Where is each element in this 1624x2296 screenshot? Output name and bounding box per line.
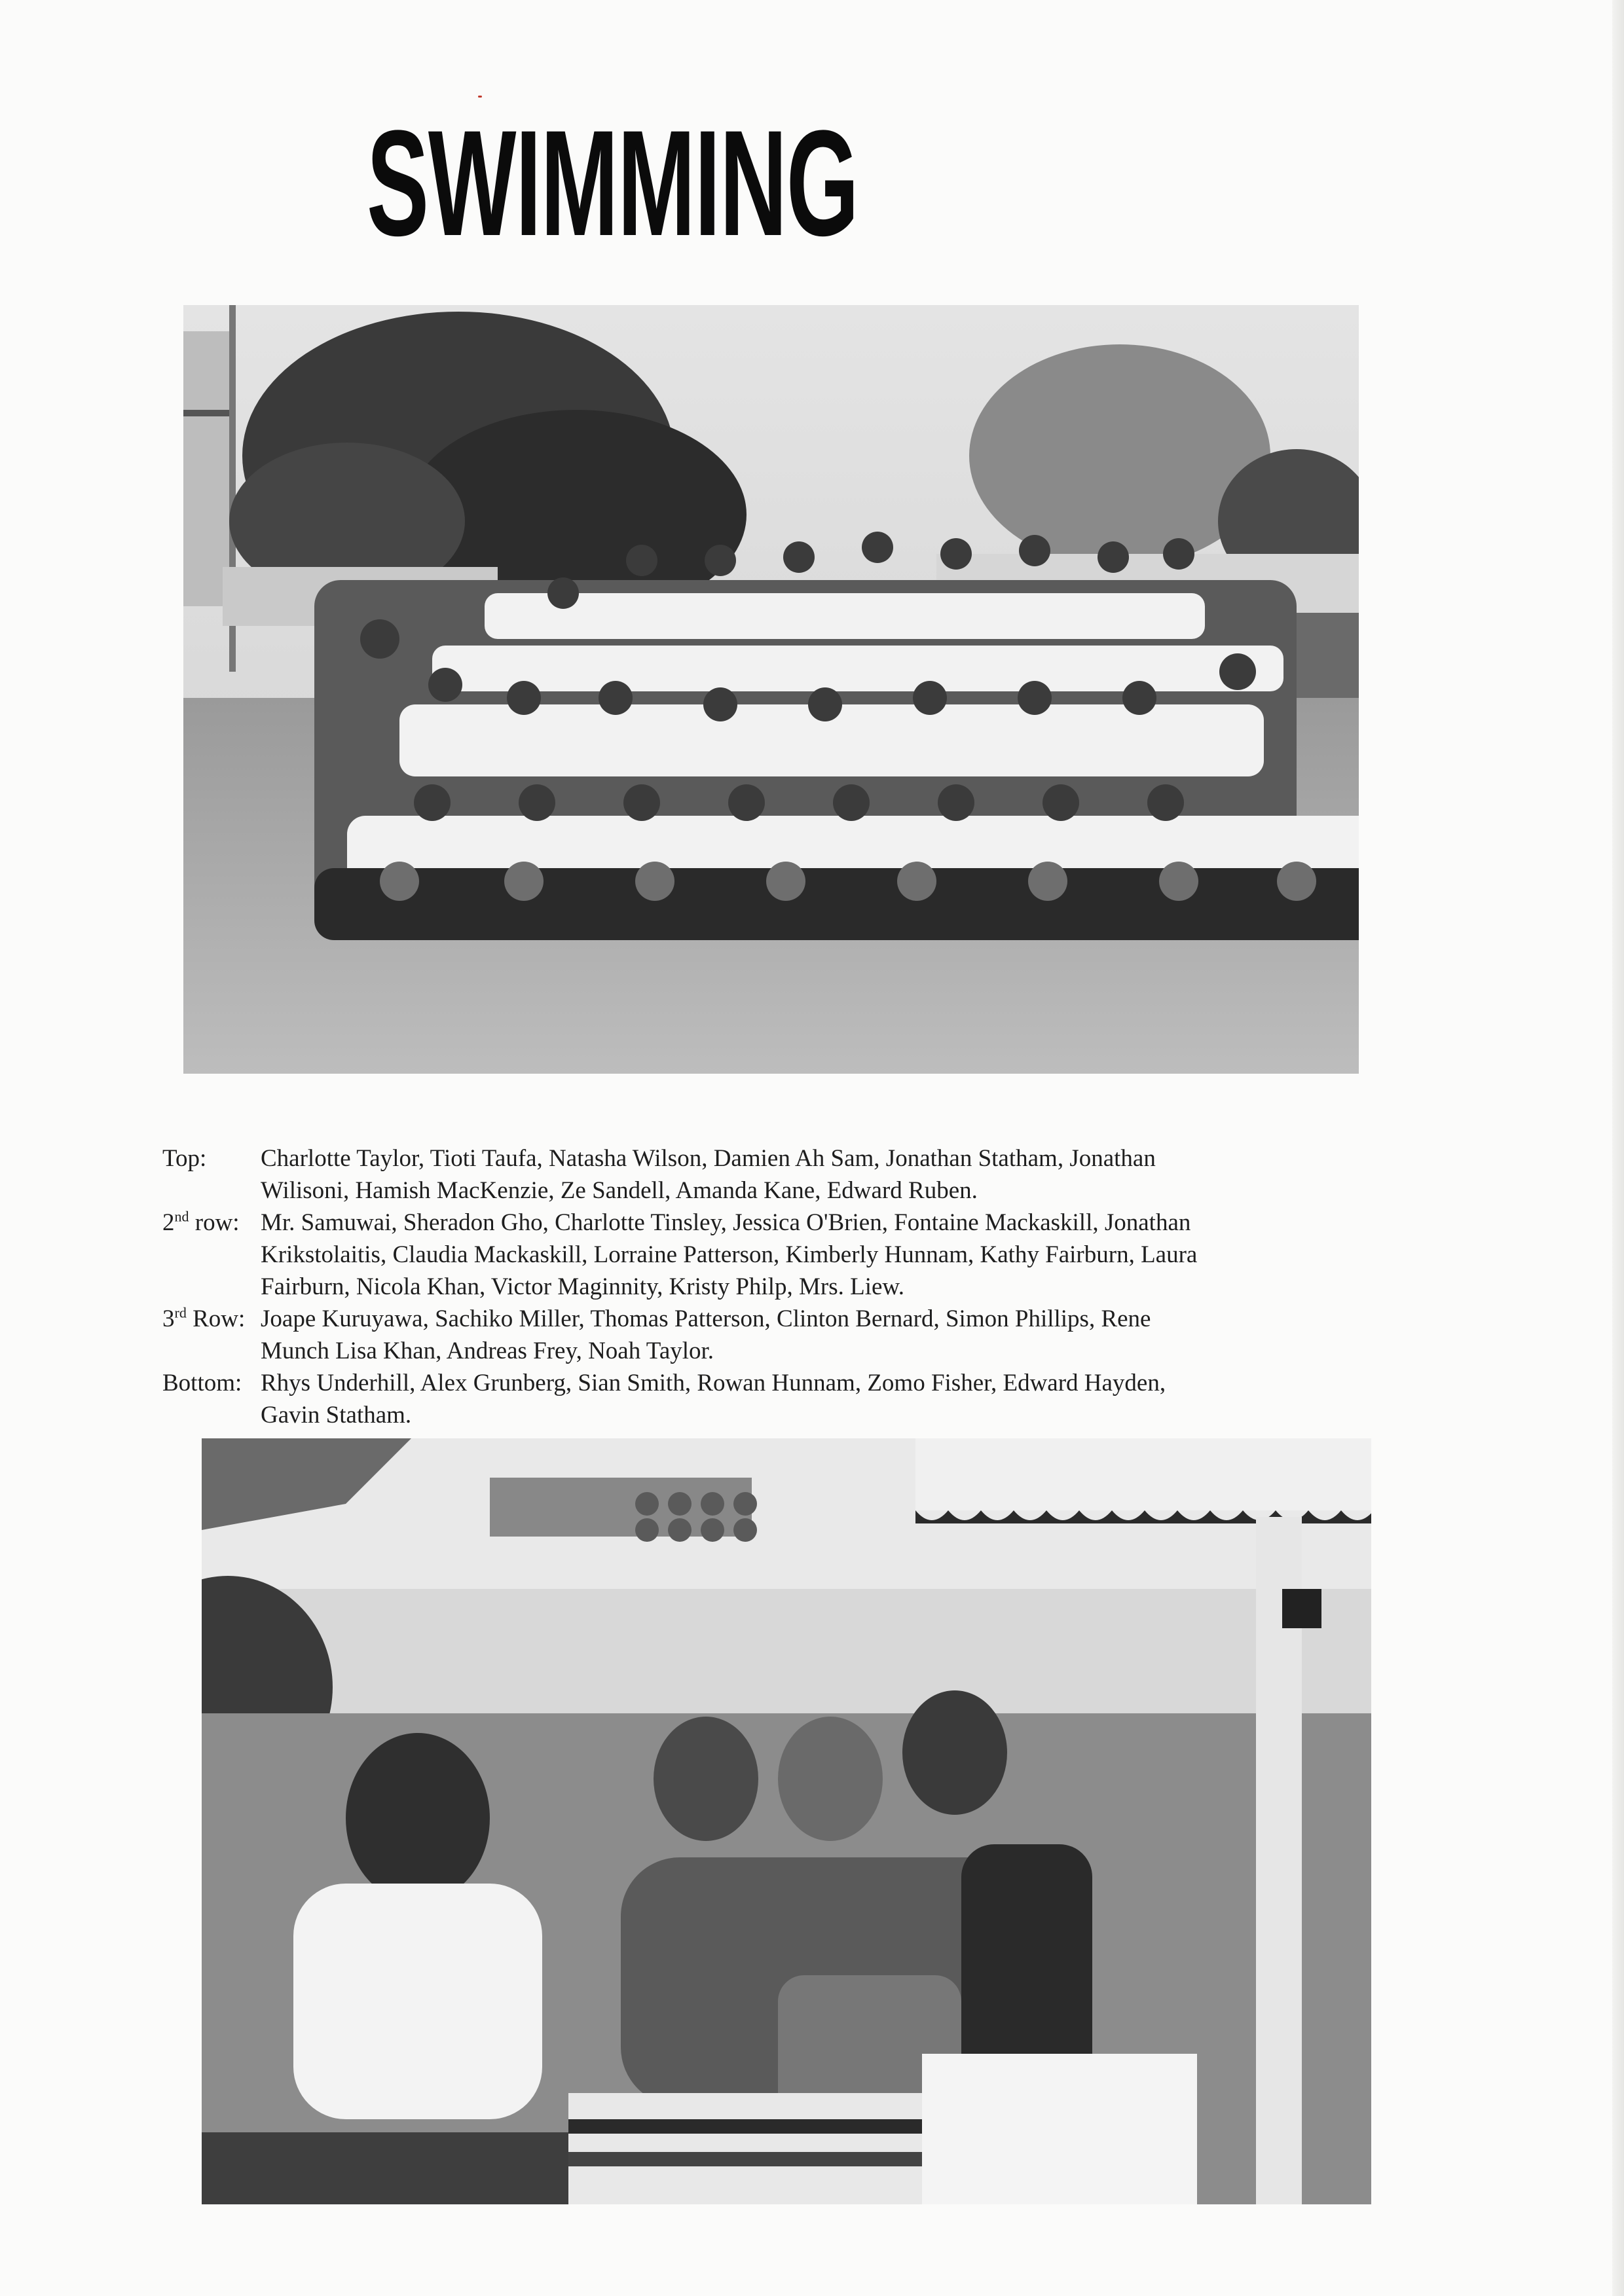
ink-speck bbox=[478, 96, 482, 98]
team-group-photo bbox=[183, 305, 1359, 1074]
caption-row-top bbox=[162, 1142, 1361, 1207]
caption-line: Gavin Statham. bbox=[261, 1402, 412, 1429]
caption-line: Joape Kuruyawa, Sachiko Miller, Thomas Patterson, Clinton Bernard, Simon Phillips, Rene bbox=[261, 1305, 1151, 1332]
caption-label: 3rd Row: bbox=[162, 1304, 246, 1332]
page-edge bbox=[1612, 0, 1624, 2296]
caption-names bbox=[261, 1207, 1361, 1303]
caption-line: Fairburn, Nicola Khan, Victor Maginnity, Kristy Philp, Mrs. Liew. bbox=[261, 1273, 904, 1300]
caption-label: Bottom: bbox=[162, 1370, 242, 1396]
caption-names bbox=[261, 1303, 1361, 1367]
caption-line: Mr. Samuwai, Sheradon Gho, Charlotte Tinsley, Jessica O'Brien, Fontaine Mackaskill, Jonathan bbox=[261, 1209, 1191, 1236]
caption-label: 2nd row: bbox=[162, 1208, 240, 1236]
poolside-photo-image bbox=[202, 1438, 1371, 2204]
caption-label: Top: bbox=[162, 1145, 207, 1172]
photo-caption bbox=[162, 1142, 1361, 1431]
team-photo-image bbox=[183, 305, 1359, 1074]
caption-row-second bbox=[162, 1207, 1361, 1303]
caption-row-bottom bbox=[162, 1367, 1361, 1431]
caption-line: Krikstolaitis, Claudia Mackaskill, Lorraine Patterson, Kimberly Hunnam, Kathy Fairburn, Laura bbox=[261, 1241, 1198, 1268]
caption-row-third bbox=[162, 1303, 1361, 1367]
caption-names bbox=[261, 1142, 1361, 1207]
caption-line: Munch Lisa Khan, Andreas Frey, Noah Taylor. bbox=[261, 1338, 714, 1364]
caption-line: Charlotte Taylor, Tioti Taufa, Natasha Wilson, Damien Ah Sam, Jonathan Statham, Jonathan bbox=[261, 1145, 1156, 1172]
caption-names bbox=[261, 1367, 1361, 1431]
caption-line: Rhys Underhill, Alex Grunberg, Sian Smith, Rowan Hunnam, Zomo Fisher, Edward Hayden, bbox=[261, 1370, 1166, 1396]
page-title: SWIMMING bbox=[367, 99, 858, 267]
caption-line: Wilisoni, Hamish MacKenzie, Ze Sandell, Amanda Kane, Edward Ruben. bbox=[261, 1177, 978, 1204]
poolside-group-photo bbox=[202, 1438, 1371, 2204]
